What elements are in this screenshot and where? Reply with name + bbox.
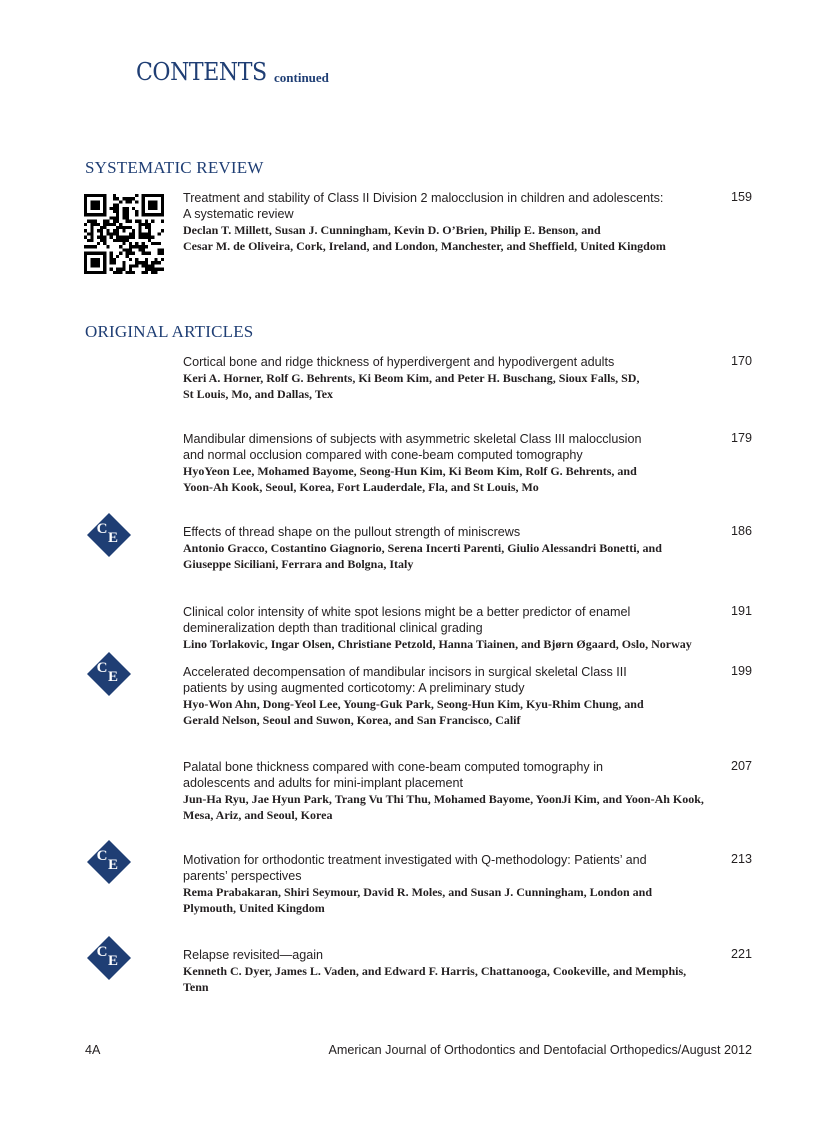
article-authors-line: St Louis, Mo, and Dallas, Tex [183, 387, 334, 401]
article-title-line: demineralization depth than traditional clinical grading [183, 621, 483, 635]
article-entry[interactable] [183, 947, 713, 995]
ce-letter-e: E [107, 669, 119, 685]
ce-letter-e: E [107, 530, 119, 546]
ce-badge-icon [86, 651, 132, 697]
article-authors-line: Keri A. Horner, Rolf G. Behrents, Ki Beom Kim, and Peter H. Buschang, Sioux Falls, SD, [183, 371, 640, 385]
article-title-line: Motivation for orthodontic treatment investigated with Q-methodology: Patients’ and [183, 853, 647, 867]
article-authors-line: Yoon-Ah Kook, Seoul, Korea, Fort Lauderdale, Fla, and St Louis, Mo [183, 480, 539, 494]
footer-page-label: 4A [85, 1043, 101, 1057]
article-entry[interactable] [183, 852, 713, 916]
article-authors-line: Gerald Nelson, Seoul and Suwon, Korea, and San Francisco, Calif [183, 713, 521, 727]
contents-continued: continued [274, 70, 329, 85]
article-page-number: 199 [730, 664, 752, 678]
article-entry[interactable] [183, 190, 713, 254]
contents-title: CONTENTS [136, 58, 267, 86]
article-entry[interactable] [183, 664, 713, 728]
article-authors-line: Lino Torlakovic, Ingar Olsen, Christiane Petzold, Hanna Tiainen, and Bjørn Øgaard, Oslo, Norway [183, 637, 692, 651]
article-title-line: Palatal bone thickness compared with cone-beam computed tomography in [183, 760, 604, 774]
article-authors-line: Rema Prabakaran, Shiri Seymour, David R. Moles, and Susan J. Cunningham, London and [183, 885, 653, 899]
article-title-line: Clinical color intensity of white spot lesions might be a better predictor of enamel [183, 605, 631, 619]
article-entry[interactable] [183, 524, 713, 572]
article-entry[interactable] [183, 354, 713, 402]
ce-letter-e: E [107, 953, 119, 969]
article-page-number: 170 [730, 354, 752, 368]
article-page-number: 221 [730, 947, 752, 961]
article-title-line: Treatment and stability of Class II Division 2 malocclusion in children and adolescents: [183, 191, 664, 205]
article-authors-line: Tenn [183, 980, 209, 994]
article-entry[interactable] [183, 759, 713, 823]
ce-badge-icon [86, 839, 132, 885]
article-entry[interactable] [183, 431, 713, 495]
article-page-number: 213 [730, 852, 752, 866]
article-authors-line: Cesar M. de Oliveira, Cork, Ireland, and London, Manchester, and Sheffield, United Kingdom [183, 239, 666, 253]
article-authors-line: Giuseppe Siciliani, Ferrara and Bolgna, Italy [183, 557, 414, 571]
article-title-line: Relapse revisited—again [183, 948, 324, 962]
article-page-number: 191 [730, 604, 752, 618]
article-title-line: A systematic review [183, 207, 294, 221]
article-title-line: parents’ perspectives [183, 869, 302, 883]
article-entry[interactable] [183, 604, 713, 652]
article-title-line: Mandibular dimensions of subjects with asymmetric skeletal Class III malocclusion [183, 432, 642, 446]
ce-letter-c: C [96, 848, 108, 864]
article-authors-line: HyoYeon Lee, Mohamed Bayome, Seong-Hun Kim, Ki Beom Kim, Rolf G. Behrents, and [183, 464, 637, 478]
article-title-line: Accelerated decompensation of mandibular incisors in surgical skeletal Class III [183, 665, 627, 679]
section-systematic-review: SYSTEMATIC REVIEW [85, 158, 264, 177]
ce-badge-icon [86, 935, 132, 981]
section-original-articles: ORIGINAL ARTICLES [85, 322, 254, 341]
contents-heading [136, 58, 329, 86]
article-page-number: 186 [730, 524, 752, 538]
ce-letter-c: C [96, 521, 108, 537]
qr-code-icon[interactable] [84, 194, 164, 274]
article-authors-line: Kenneth C. Dyer, James L. Vaden, and Edward F. Harris, Chattanooga, Cookeville, and Memphis, [183, 964, 687, 978]
article-page-number: 207 [730, 759, 752, 773]
article-title-line: adolescents and adults for mini-implant placement [183, 776, 464, 790]
ce-letter-e: E [107, 857, 119, 873]
footer-journal-name: American Journal of Orthodontics and Dentofacial Orthopedics/August 2012 [328, 1043, 752, 1057]
article-authors-line: Hyo-Won Ahn, Dong-Yeol Lee, Young-Guk Park, Seong-Hun Kim, Kyu-Rhim Chung, and [183, 697, 644, 711]
article-authors-line: Mesa, Ariz, and Seoul, Korea [183, 808, 333, 822]
article-title-line: Effects of thread shape on the pullout strength of miniscrews [183, 525, 521, 539]
ce-letter-c: C [96, 660, 108, 676]
article-authors-line: Jun-Ha Ryu, Jae Hyun Park, Trang Vu Thi Thu, Mohamed Bayome, YoonJi Kim, and Yoon-Ah Kook, [183, 792, 704, 806]
ce-letter-c: C [96, 944, 108, 960]
article-authors-line: Declan T. Millett, Susan J. Cunningham, Kevin D. O’Brien, Philip E. Benson, and [183, 223, 601, 237]
article-page-number: 179 [730, 431, 752, 445]
article-title-line: Cortical bone and ridge thickness of hyperdivergent and hypodivergent adults [183, 355, 615, 369]
article-title-line: patients by using augmented corticotomy: A preliminary study [183, 681, 525, 695]
article-authors-line: Antonio Gracco, Costantino Giagnorio, Serena Incerti Parenti, Giulio Alessandri Bonetti, and [183, 541, 662, 555]
article-title-line: and normal occlusion compared with cone-beam computed tomography [183, 448, 583, 462]
article-authors-line: Plymouth, United Kingdom [183, 901, 325, 915]
article-page-number: 159 [730, 190, 752, 204]
ce-badge-icon [86, 512, 132, 558]
